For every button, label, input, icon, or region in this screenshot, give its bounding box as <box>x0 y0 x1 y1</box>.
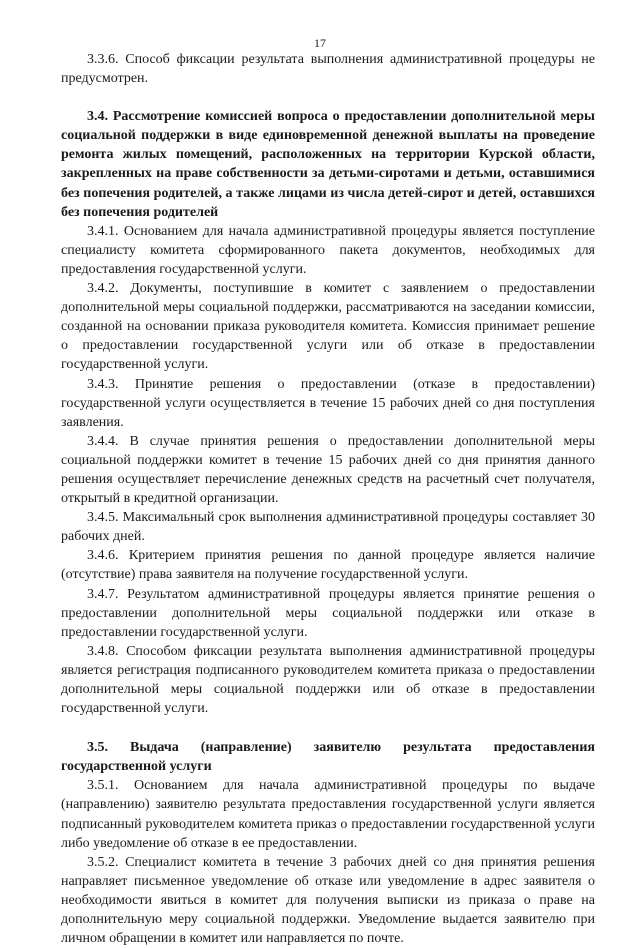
paragraph-3-3-6: 3.3.6. Способ фиксации результата выполнения административной процедуры не предусмотрен. <box>61 52 595 87</box>
paragraph-3-5-1: 3.5.1. Основанием для начала административной процедуры по выдаче (направлению) заявителю результата предоставления государственной услуги является подписанный руководителем комитета приказ о предоставлении государственной услуги либо уведомление об отказе в ее предоставлении. <box>61 778 595 851</box>
paragraph-3-4-6: 3.4.6. Критерием принятия решения по данной процедуре является наличие (отсутствие) права заявителя на получение государственной услуги. <box>61 548 595 583</box>
paragraph-3-4-5: 3.4.5. Максимальный срок выполнения административной процедуры составляет 30 рабочих дней. <box>61 510 595 545</box>
page-number: 17 <box>314 36 326 50</box>
paragraph-3-4-3: 3.4.3. Принятие решения о предоставлении (отказе в предоставлении) государственной услуги осуществляется в течение 15 рабочих дней со дня поступления заявления. <box>61 376 595 430</box>
paragraph-3-4-1: 3.4.1. Основанием для начала административной процедуры является поступление специалисту комитета сформированного пакета документов, необходимых для предоставления государственной услуги. <box>61 223 595 277</box>
document-body <box>61 50 595 948</box>
paragraph-3-4-4: 3.4.4. В случае принятия решения о предоставлении дополнительной меры социальной поддержки комитет в течение 15 рабочих дней со дня принятия данного решения осуществляет перечисление денежных средств на расчетный счет получателя, открытый в кредитной организации. <box>61 433 595 507</box>
paragraph-3-4-7: 3.4.7. Результатом административной процедуры является принятие решения о предоставлении дополнительной меры социальной поддержки или отказе в предоставлении государственной услуги. <box>61 586 595 640</box>
section-heading-3-4: 3.4. Рассмотрение комиссией вопроса о предоставлении дополнительной меры социальной поддержки в виде единовременной денежной выплаты на проведение ремонта жилых помещений, расположенных на территории Курской области, закрепленных на праве собственности за детьми-сиротами и детьми, оставшимися без попечения родителей, а также лицами из числа детей-сирот и детей, оставшихся без попечения родителей <box>61 109 595 220</box>
paragraph-3-4-8: 3.4.8. Способом фиксации результата выполнения административной процедуры является регистрация подписанного руководителем комитета приказа о предоставлении дополнительной меры социальной поддержки или об отказе в предоставлении государственной услуги. <box>61 643 595 717</box>
section-heading-3-5: 3.5. Выдача (направление) заявителю результата предоставления государственной услуги <box>61 740 595 775</box>
paragraph-3-5-2: 3.5.2. Специалист комитета в течение 3 рабочих дней со дня принятия решения направляет письменное уведомление об отказе или уведомление в адрес заявителя о необходимости явиться в комитет для получения выписки из приказа о праве на дополнительную меру социальной поддержки. Уведомление выдается заявителю при личном обращении в комитет или направляется по почте. <box>61 854 595 947</box>
paragraph-3-4-2: 3.4.2. Документы, поступившие в комитет с заявлением о предоставлении дополнительной меры социальной поддержки, рассматриваются на заседании комиссии, созданной на основании приказа руководителя комитета. Комиссия принимает решение о предоставлении государственной услуги или об отказе в предоставлении государственной услуги. <box>61 281 595 373</box>
